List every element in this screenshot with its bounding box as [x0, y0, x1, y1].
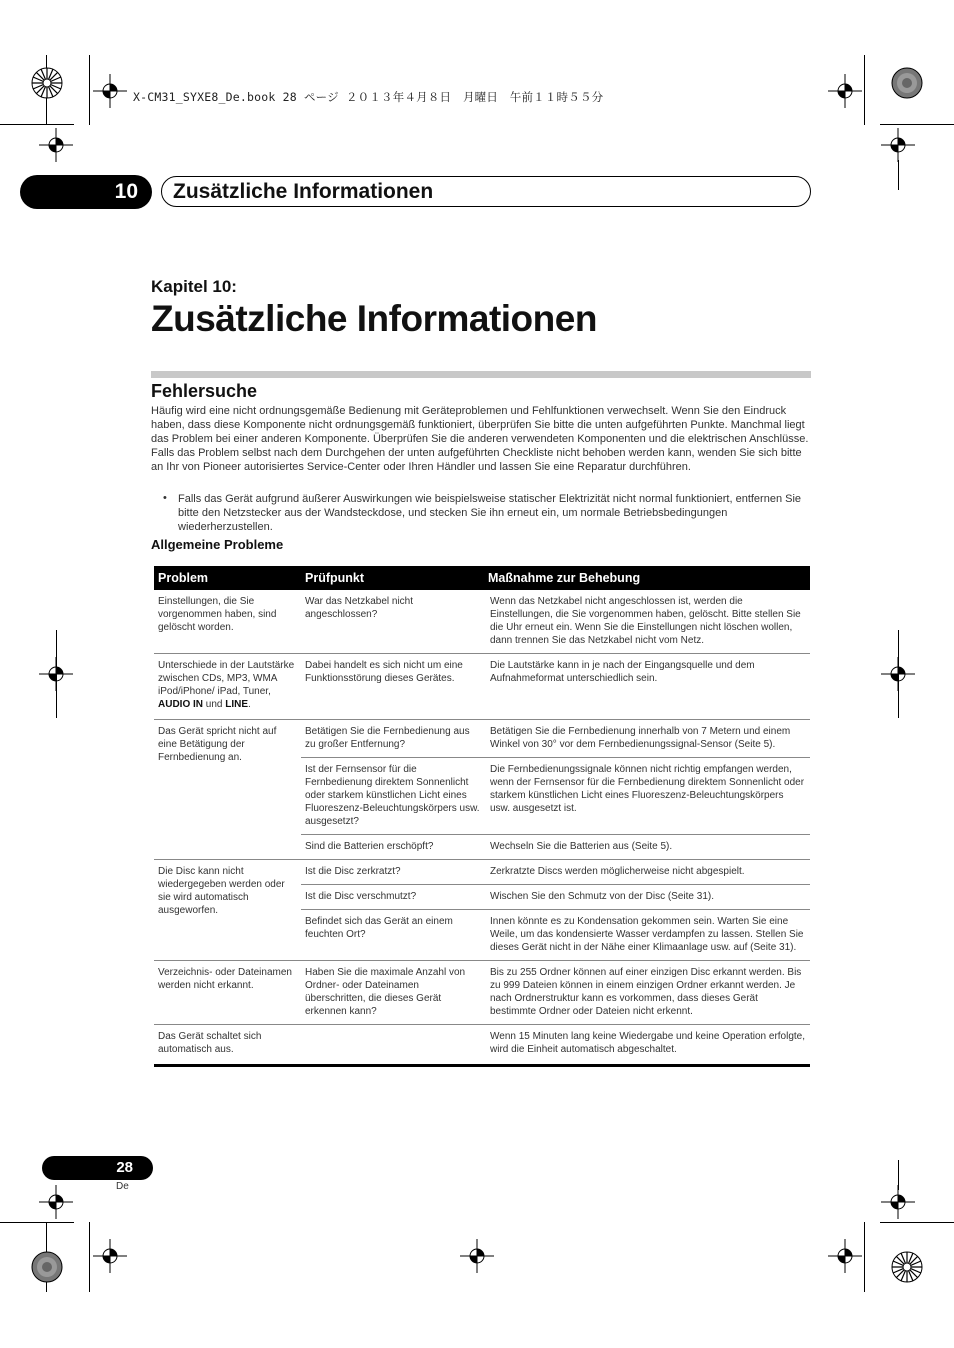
fix-cell: Zerkratzte Discs werden möglicherweise nicht abgespielt. — [484, 860, 810, 885]
chapter-kicker: Kapitel 10: — [151, 277, 237, 296]
crop-line — [898, 160, 899, 190]
problem-cell — [154, 654, 301, 720]
fix-cell: Wenn 15 Minuten lang keine Wiedergabe und keine Operation erfolgte, wird die Einheit automatisch abgeschaltet. — [484, 1025, 810, 1066]
fix-cell: Bis zu 255 Ordner können auf einer einzigen Disc erkannt werden. Bis zu 999 Dateien können in einem einzigen Ordner erkannt werden. Je nach Ordnerstruktur kann es vorkommen, dass dieses Gerät bestimmte Ordner oder Dateien nicht erkennt. — [484, 961, 810, 1025]
registration-mark-icon — [39, 1185, 73, 1219]
check-cell: Ist die Disc verschmutzt? — [301, 885, 484, 910]
section-title: Fehlersuche — [151, 381, 258, 401]
problem-text: Unterschiede in der Lautstärke zwischen CDs, MP3, WMA iPod/iPhone/ iPad, Tuner, — [158, 660, 295, 697]
table-row — [154, 860, 810, 885]
check-cell — [301, 1025, 484, 1066]
intro-paragraph: Häufig wird eine nicht ordnungsgemäße Bedienung mit Geräteproblemen und Fehlfunktionen verwechselt. Wenn Sie den Eindruck haben, dass diese Komponente nicht ordnungsgemäß funktioniert, überprüfen Sie bitte die unten aufgeführten Punkte. Manchmal liegt das Problem bei einer anderen Komponente. Überprüfen Sie die anderen verwendeten Komponenten und die elektrischen Anschlüsse. Falls das Problem selbst nach dem Durchgehen der unten aufgeführten Checkliste nicht behoben werden kann, wenden Sie sich bitte an Ihr von Pioneer autorisiertes Service-Center oder Ihren Händler und lassen Sie eine Reparatur durchführen. — [151, 405, 809, 473]
troubleshooting-table — [154, 566, 810, 1067]
check-cell: Ist die Disc zerkratzt? — [301, 860, 484, 885]
bullet-note: Falls das Gerät aufgrund äußerer Auswirkungen wie beispielsweise statischer Elektrizität nicht normal funktioniert, entfernen Sie bitte den Netzstecker aus der Wandsteckdose, und stecken Sie ihn erneut ein, um normale Betriebsbedingungen wiederherzustellen. — [178, 493, 802, 533]
chapter-number-badge: 10 — [20, 175, 152, 209]
problem-cell: Das Gerät spricht nicht auf eine Betätigung der Fernbedienung an. — [154, 720, 301, 860]
line-label: LINE — [225, 699, 249, 710]
crop-line — [0, 124, 74, 125]
registration-mark-icon — [881, 657, 915, 691]
subsection-title: Allgemeine Probleme — [151, 537, 284, 552]
page-number-badge: 28 — [42, 1156, 153, 1180]
check-cell: Dabei handelt es sich nicht um eine Funktionsstörung dieses Gerätes. — [301, 654, 484, 720]
chapter-header-title: Zusätzliche Informationen — [173, 180, 434, 203]
crop-line — [864, 1222, 865, 1292]
table-header-row — [154, 566, 810, 590]
registration-mark-icon — [881, 1185, 915, 1219]
crop-line — [89, 55, 90, 125]
problem-text: . — [248, 699, 251, 710]
check-cell: War das Netzkabel nicht angeschlossen? — [301, 590, 484, 654]
registration-mark-icon — [828, 74, 862, 108]
fix-cell: Die Fernbedienungssignale können nicht richtig empfangen werden, wenn der Fernsensor für die Fernbedienung direktem Sonnenlicht oder starkem künstlichen Licht eines Fluoreszenz-Beleuchtungskörpers usw. ausgesetzt ist. — [484, 758, 810, 835]
section-divider — [151, 371, 811, 378]
fix-cell: Wechseln Sie die Batterien aus (Seite 5). — [484, 835, 810, 860]
problem-cell: Verzeichnis- oder Dateinamen werden nicht erkannt. — [154, 961, 301, 1025]
table-row — [154, 1025, 810, 1066]
crop-line — [864, 55, 865, 125]
crop-line — [880, 124, 954, 125]
registration-mark-icon — [93, 74, 127, 108]
column-header-problem: Problem — [154, 566, 301, 590]
problem-cell: Die Disc kann nicht wiedergegeben werden oder sie wird automatisch ausgeworfen. — [154, 860, 301, 961]
check-cell: Haben Sie die maximale Anzahl von Ordner- oder Dateinamen überschritten, die dieses Gerät erkennen kann? — [301, 961, 484, 1025]
color-rosette-icon — [30, 66, 64, 100]
table-row — [154, 590, 810, 654]
column-header-check: Prüfpunkt — [301, 566, 484, 590]
problem-cell: Einstellungen, die Sie vorgenommen haben, sind gelöscht worden. — [154, 590, 301, 654]
registration-mark-icon — [881, 128, 915, 162]
fix-cell: Wenn das Netzkabel nicht angeschlossen ist, werden die Einstellungen, die Sie vorgenommen haben, gelöscht. Bitte stellen Sie die Uhr erneut ein. Wenn Sie die Einstellungen nicht löschen wollen, dann trennen Sie das Netzkabel nicht vom Netz. — [484, 590, 810, 654]
registration-mark-icon — [93, 1239, 127, 1273]
fix-cell: Innen könnte es zu Kondensation gekommen sein. Warten Sie eine Weile, um das kondensierte Wasser verdampfen zu lassen. Stellen Sie dieses Gerät nicht in der Nähe einer Klimaanlage usw. auf (Seite 31). — [484, 910, 810, 961]
audio-in-label: AUDIO IN — [158, 699, 203, 710]
page-title: Zusätzliche Informationen — [151, 298, 597, 339]
check-cell: Sind die Batterien erschöpft? — [301, 835, 484, 860]
check-cell: Befindet sich das Gerät an einem feuchten Ort? — [301, 910, 484, 961]
registration-mark-icon — [39, 128, 73, 162]
problem-cell: Das Gerät schaltet sich automatisch aus. — [154, 1025, 301, 1066]
table-row — [154, 654, 810, 720]
registration-mark-icon — [39, 657, 73, 691]
fix-cell: Wischen Sie den Schmutz von der Disc (Seite 31). — [484, 885, 810, 910]
check-cell: Ist der Fernsensor für die Fernbedienung direktem Sonnenlicht oder starkem künstlichen Licht eines Fluoreszenz-Beleuchtungskörpers usw. ausgesetzt? — [301, 758, 484, 835]
fix-cell: Betätigen Sie die Fernbedienung innerhalb von 7 Metern und einem Winkel von 30° vor dem Fernbedienungssignal-Sensor (Seite 5). — [484, 720, 810, 758]
print-info-line: X-CM31_SYXE8_De.book 28 ページ ２０１３年４月８日 月曜日 午前１１時５５分 — [133, 90, 604, 104]
fix-cell: Die Lautstärke kann in je nach der Eingangsquelle und dem Aufnahmeformat unterschiedlich sein. — [484, 654, 810, 720]
registration-mark-icon — [460, 1239, 494, 1273]
crop-line — [880, 1222, 954, 1223]
check-cell: Betätigen Sie die Fernbedienung aus zu großer Entfernung? — [301, 720, 484, 758]
bullet-marker: • — [163, 492, 167, 504]
crop-line — [89, 1222, 90, 1292]
table-row — [154, 961, 810, 1025]
registration-mark-icon — [828, 1239, 862, 1273]
crop-line — [0, 1222, 74, 1223]
color-rosette-icon — [890, 1250, 924, 1284]
color-rosette-icon — [890, 66, 924, 100]
column-header-fix: Maßnahme zur Behebung — [484, 566, 810, 590]
color-rosette-icon — [30, 1250, 64, 1284]
table-row — [154, 720, 810, 758]
problem-text: und — [203, 699, 226, 710]
language-code: De — [116, 1181, 129, 1192]
